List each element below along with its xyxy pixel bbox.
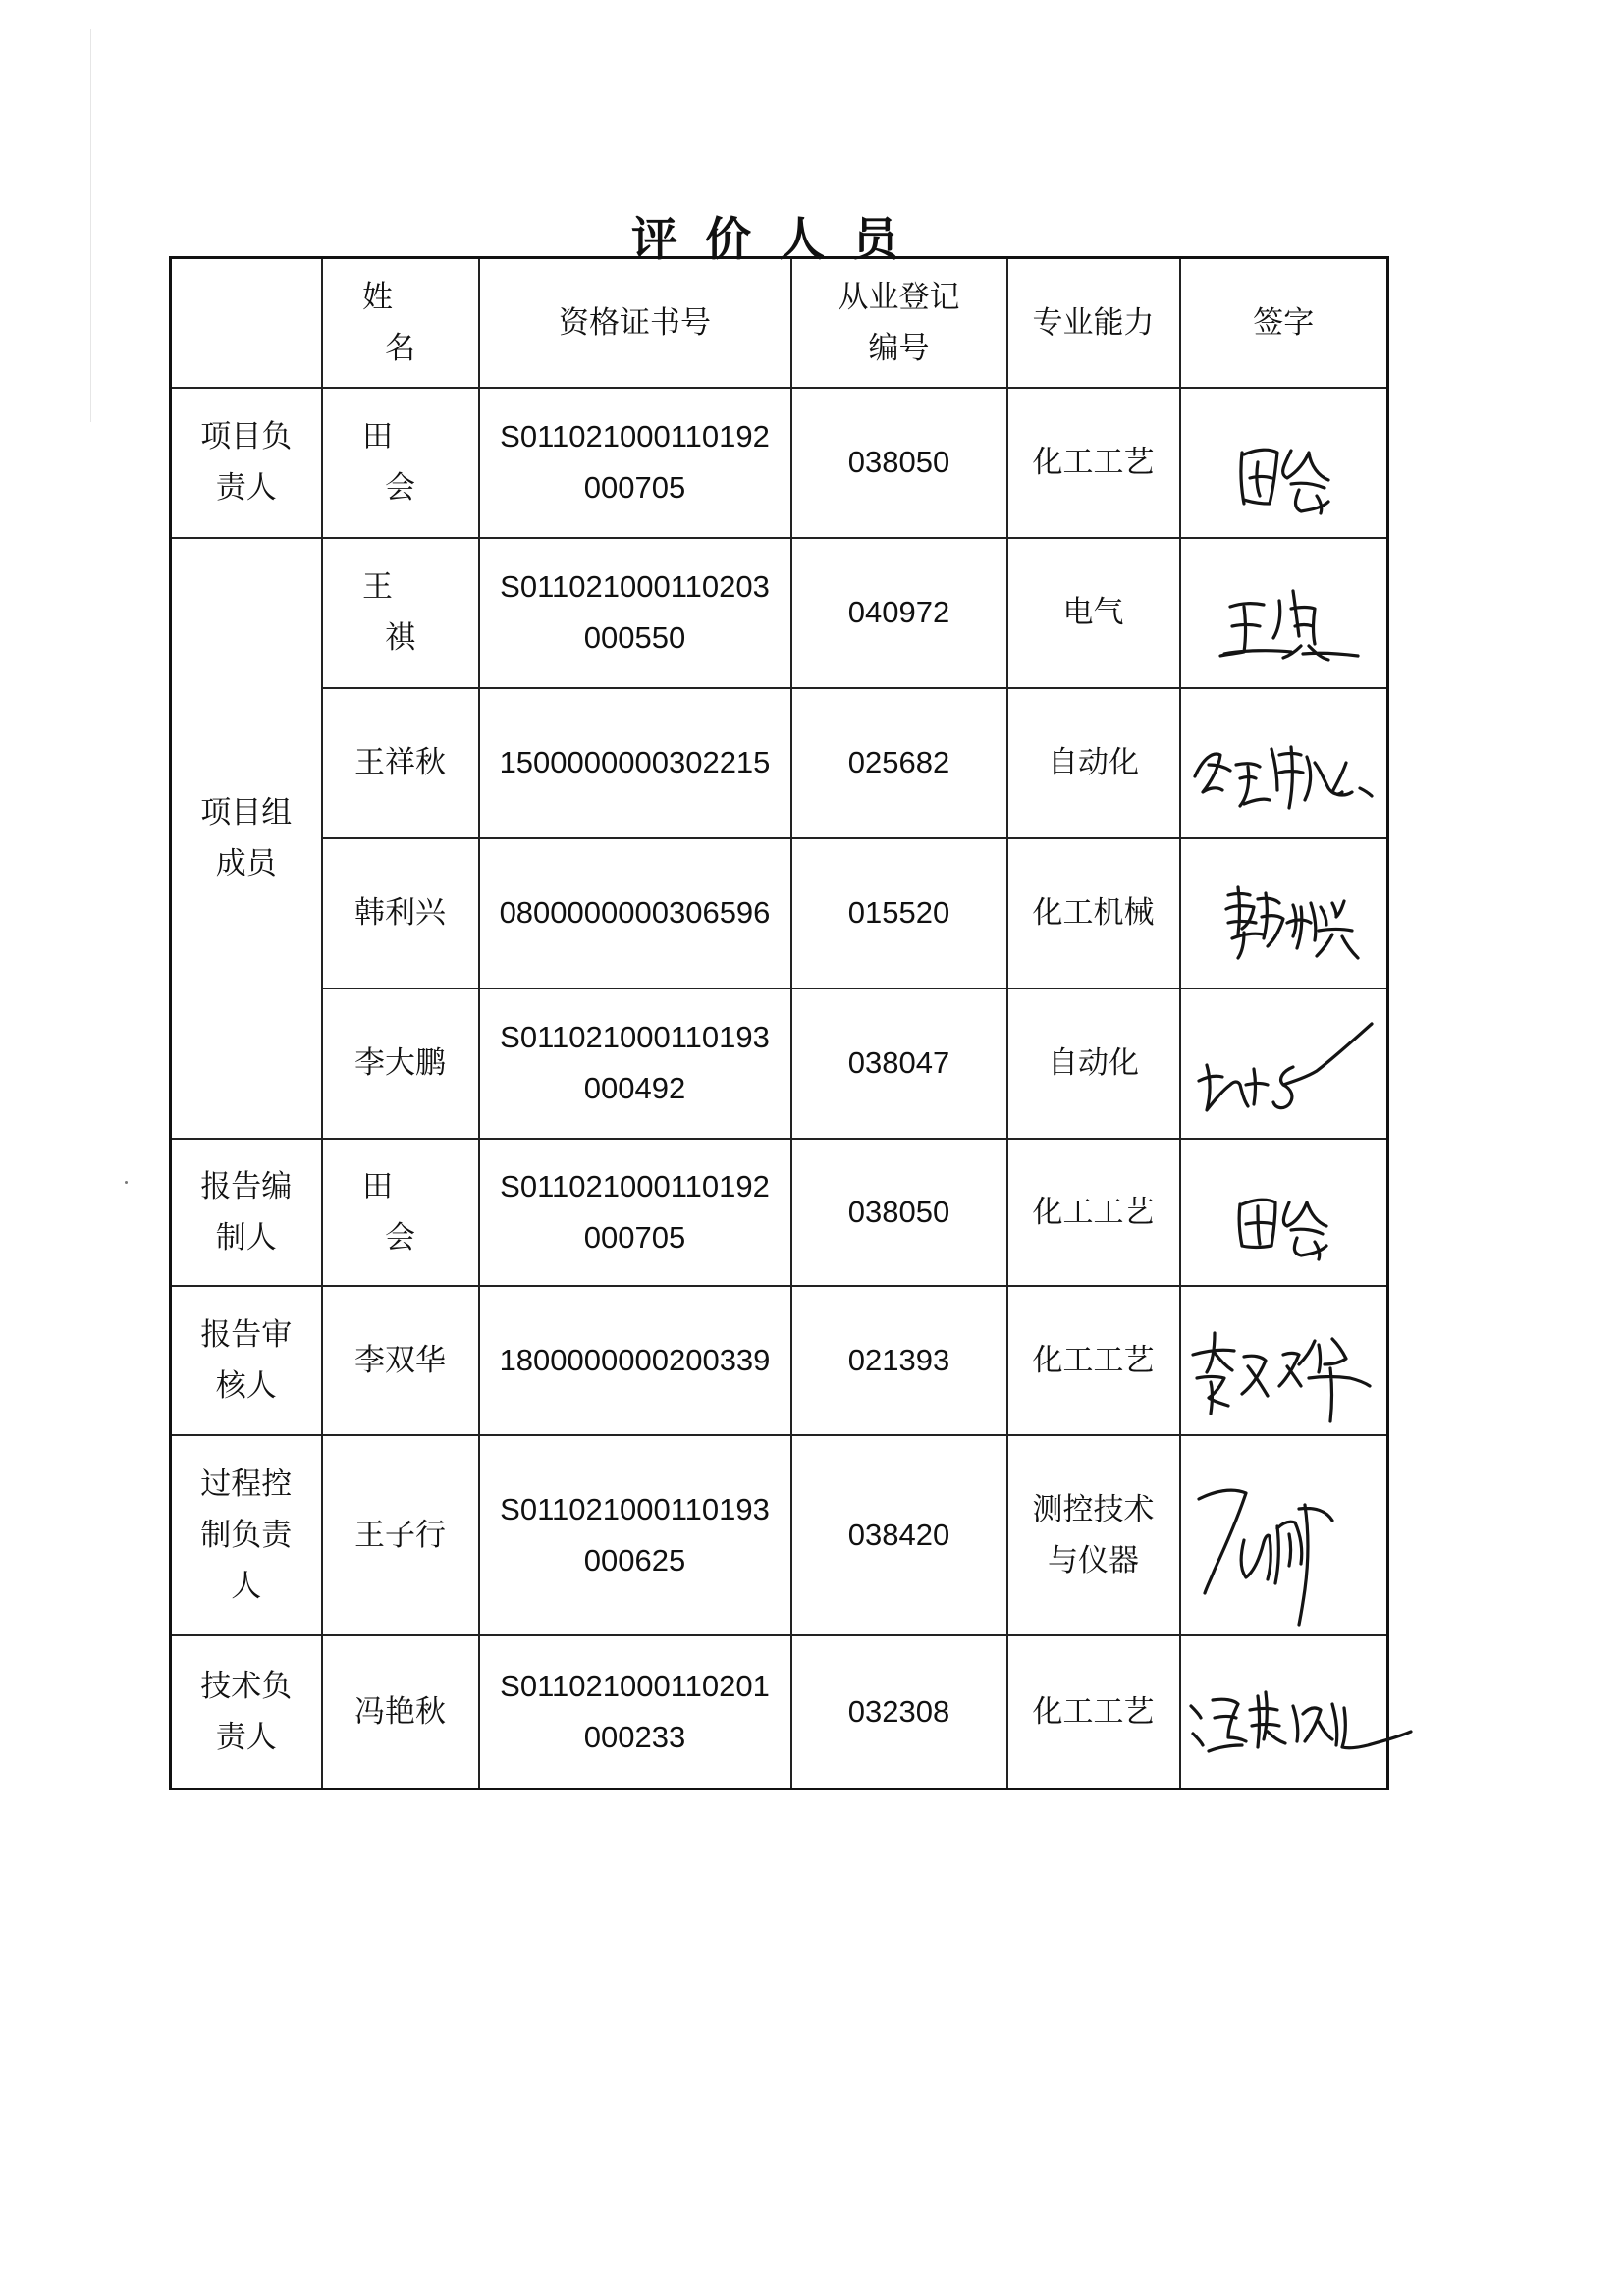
name-text: 王子行	[354, 1517, 446, 1553]
staff-table	[169, 256, 1389, 1790]
name-cell	[322, 1635, 479, 1789]
signature-image	[1185, 1442, 1381, 1629]
signature-stroke	[1332, 1704, 1411, 1748]
certificate-text: 1800000000200339	[499, 1342, 771, 1377]
signature-cell	[1180, 1139, 1388, 1286]
certificate-text: S011021000110193000492	[500, 1020, 770, 1105]
signature-stroke	[1242, 1356, 1268, 1396]
signature-cell	[1180, 388, 1388, 538]
signature-stroke	[1275, 1522, 1302, 1583]
specialty-cell: 化工工艺	[1007, 388, 1180, 538]
role-cell	[171, 1435, 322, 1635]
signature-image	[1185, 394, 1381, 531]
signature-cell	[1180, 688, 1388, 838]
table-row	[171, 1139, 1388, 1286]
certificate-cell	[479, 538, 791, 688]
name-text: 王祺	[362, 569, 460, 656]
specialty-cell: 化工工艺	[1007, 1635, 1180, 1789]
role-text: 技术负责人	[200, 1668, 293, 1755]
table-row	[171, 688, 1388, 838]
signature-stroke	[1273, 591, 1358, 660]
certificate-text: 0800000000306596	[499, 895, 771, 930]
table-row	[171, 1286, 1388, 1435]
name-cell	[322, 988, 479, 1139]
name-cell	[322, 1286, 479, 1435]
header-specialty: 专业能力	[1007, 258, 1180, 388]
signature-stroke	[1293, 1706, 1332, 1741]
role-text: 过程控制负责人	[200, 1466, 293, 1604]
signature-stroke	[1246, 1069, 1268, 1104]
specialty-cell: 电气	[1007, 538, 1180, 688]
signature-stroke	[1317, 901, 1358, 958]
specialty-cell	[1007, 1435, 1180, 1635]
registration-cell: 038050	[791, 1139, 1007, 1286]
certificate-cell	[479, 688, 791, 838]
role-text: 项目组成员	[200, 794, 293, 881]
certificate-cell	[479, 838, 791, 988]
signature-stroke	[1299, 1339, 1370, 1421]
specialty-cell: 化工工艺	[1007, 1286, 1180, 1435]
header-registration-text: 从业登记编号	[838, 279, 960, 366]
table-row	[171, 388, 1388, 538]
certificate-text: 1500000000302215	[499, 745, 771, 779]
signature-stroke	[1195, 754, 1230, 792]
registration-cell: 021393	[791, 1286, 1007, 1435]
name-text: 冯艳秋	[354, 1693, 446, 1730]
signature-stroke	[1305, 757, 1372, 800]
role-text: 报告审核人	[200, 1316, 293, 1404]
signature-stroke	[1273, 1024, 1372, 1108]
certificate-text: S011021000110193000625	[500, 1491, 770, 1577]
header-registration	[791, 258, 1007, 388]
signature-cell	[1180, 1435, 1388, 1635]
signature-stroke	[1199, 1490, 1246, 1593]
signature-stroke	[1239, 1200, 1275, 1247]
certificate-text: S011021000110192000705	[500, 1168, 770, 1255]
signature-stroke	[1287, 903, 1316, 948]
specialty-cell: 自动化	[1007, 988, 1180, 1139]
specialty-cell: 化工工艺	[1007, 1139, 1180, 1286]
certificate-cell	[479, 1139, 791, 1286]
certificate-cell	[479, 388, 791, 538]
registration-cell: 032308	[791, 1635, 1007, 1789]
signature-stroke	[1193, 1333, 1234, 1414]
certificate-cell	[479, 1286, 791, 1435]
role-cell	[171, 388, 322, 538]
name-text: 王祥秋	[354, 745, 446, 780]
header-row	[171, 258, 1388, 388]
signature-image	[1185, 1643, 1381, 1781]
specialty-text: 测控技术与仪器	[1032, 1491, 1155, 1578]
certificate-cell	[479, 1435, 791, 1635]
header-signature: 签字	[1180, 258, 1388, 388]
signature-image	[1185, 694, 1381, 831]
table-row	[171, 988, 1388, 1139]
table-row	[171, 1635, 1388, 1789]
header-role	[171, 258, 322, 388]
header-name-text: 姓 名	[362, 279, 460, 366]
role-cell	[171, 1286, 322, 1435]
signature-stroke	[1250, 1692, 1285, 1747]
name-cell	[322, 838, 479, 988]
registration-cell: 038047	[791, 988, 1007, 1139]
name-cell	[322, 688, 479, 838]
scan-speck	[125, 1181, 128, 1184]
table-row	[171, 838, 1388, 988]
specialty-cell: 化工机械	[1007, 838, 1180, 988]
certificate-text: S011021000110192000705	[500, 419, 770, 505]
role-text: 项目负责人	[200, 419, 293, 506]
name-text: 韩利兴	[354, 895, 446, 931]
table-row	[171, 1435, 1388, 1635]
signature-stroke	[1241, 1535, 1271, 1579]
signature-cell	[1180, 1635, 1388, 1789]
name-text: 田会	[362, 419, 460, 506]
signature-image	[1185, 1292, 1381, 1429]
name-cell	[322, 538, 479, 688]
name-text: 田会	[362, 1168, 460, 1255]
certificate-text: S011021000110203000550	[500, 569, 770, 655]
name-cell	[322, 388, 479, 538]
header-name	[322, 258, 479, 388]
table-row	[171, 538, 1388, 688]
header-certificate: 资格证书号	[479, 258, 791, 388]
signature-stroke	[1271, 747, 1303, 808]
role-cell	[171, 1139, 322, 1286]
name-cell	[322, 1139, 479, 1286]
signature-stroke	[1283, 451, 1328, 513]
signature-stroke	[1191, 1699, 1246, 1751]
certificate-text: S011021000110201000233	[500, 1668, 770, 1754]
name-cell	[322, 1435, 479, 1635]
signature-image	[1185, 844, 1381, 982]
signature-stroke	[1299, 1505, 1332, 1625]
specialty-cell: 自动化	[1007, 688, 1180, 838]
signature-cell	[1180, 838, 1388, 988]
certificate-cell	[479, 988, 791, 1139]
name-text: 李大鹏	[354, 1045, 446, 1081]
signature-stroke	[1284, 1202, 1327, 1259]
page-title: 评价人员	[631, 213, 926, 268]
signature-cell	[1180, 988, 1388, 1139]
signature-stroke	[1258, 893, 1283, 946]
registration-cell: 038050	[791, 388, 1007, 538]
signature-image	[1185, 1144, 1381, 1281]
registration-cell: 025682	[791, 688, 1007, 838]
registration-cell: 015520	[791, 838, 1007, 988]
role-cell	[171, 1635, 322, 1789]
signature-cell	[1180, 538, 1388, 688]
registration-cell: 040972	[791, 538, 1007, 688]
name-text: 李双华	[354, 1342, 446, 1378]
certificate-cell	[479, 1635, 791, 1789]
signature-image	[1185, 994, 1381, 1132]
role-cell	[171, 538, 322, 1139]
signature-stroke	[1241, 450, 1277, 504]
signature-stroke	[1279, 1353, 1301, 1386]
signature-cell	[1180, 1286, 1388, 1435]
registration-cell: 038420	[791, 1435, 1007, 1635]
signature-stroke	[1199, 1065, 1248, 1110]
signature-stroke	[1236, 764, 1270, 806]
role-text: 报告编制人	[200, 1168, 293, 1255]
signature-image	[1185, 544, 1381, 681]
